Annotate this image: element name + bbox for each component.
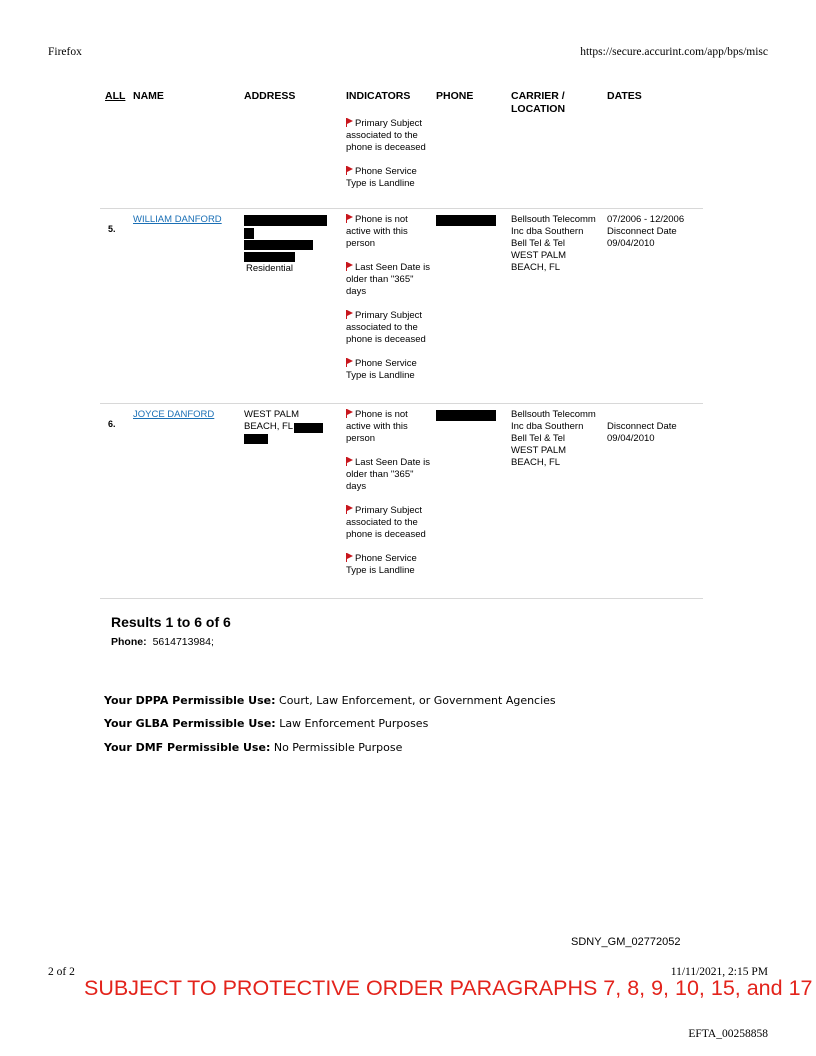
dates-cell: [607, 214, 684, 250]
carrier-line: Bell Tel & Tel: [511, 238, 566, 249]
carrier-location: [511, 214, 596, 274]
indicator-text: Phone Service Type is Landline: [346, 553, 417, 576]
indicator-item: [346, 118, 434, 154]
red-flag-icon: [346, 409, 354, 418]
indicator-item: [346, 214, 434, 250]
address-cell: [244, 409, 299, 433]
carrier-header-line2: LOCATION: [511, 103, 566, 115]
indicator-item: [346, 457, 434, 493]
indicator-text: Phone is not active with this person: [346, 409, 408, 444]
indicators-list: [346, 409, 434, 589]
red-flag-icon: [346, 457, 354, 466]
carrier-line: WEST PALM: [511, 445, 567, 456]
indicator-item: [346, 358, 434, 382]
address-type: Residential: [246, 263, 293, 274]
date-line: 09/04/2010: [607, 238, 655, 249]
column-header-name: NAME: [133, 90, 164, 102]
carrier-line: Bell Tel & Tel: [511, 433, 566, 444]
date-line: 07/2006 - 12/2006: [607, 214, 685, 225]
efta-number: EFTA_00258858: [688, 1028, 768, 1040]
redaction-box: [436, 410, 496, 421]
column-header-carrier: [511, 90, 565, 116]
redaction-box: [244, 252, 295, 262]
subject-name-link[interactable]: JOYCE DANFORD: [133, 409, 215, 420]
dppa-permissible-use: [104, 694, 556, 707]
row-number: 6.: [108, 419, 116, 429]
red-flag-icon: [346, 505, 354, 514]
indicator-item: [346, 310, 434, 346]
redaction-box: [244, 228, 254, 239]
indicator-text: Last Seen Date is older than "365" days: [346, 262, 430, 297]
perm-label: Your GLBA Permissible Use:: [104, 717, 276, 730]
date-line: 09/04/2010: [607, 433, 655, 444]
row-divider: [100, 208, 703, 209]
carrier-line: BEACH, FL: [511, 262, 561, 273]
protective-order-stamp: SUBJECT TO PROTECTIVE ORDER PARAGRAPHS 7, 8, 9, 10, 15, and 17: [84, 976, 813, 1000]
carrier-location: [511, 409, 596, 469]
carrier-line: Bellsouth Telecomm: [511, 214, 596, 225]
carrier-line: Bellsouth Telecomm: [511, 409, 596, 420]
subject-name-link[interactable]: WILLIAM DANFORD: [133, 214, 222, 225]
glba-permissible-use: [104, 717, 428, 730]
phone-label: Phone:: [111, 636, 147, 648]
dmf-permissible-use: [104, 741, 402, 754]
redaction-box: [244, 240, 313, 250]
select-all-link[interactable]: ALL: [105, 90, 126, 102]
column-header-indicators: INDICATORS: [346, 90, 411, 102]
indicator-item: [346, 553, 434, 577]
carrier-line: BEACH, FL: [511, 457, 561, 468]
redaction-box: [244, 215, 327, 226]
indicator-text: Phone Service Type is Landline: [346, 166, 417, 189]
column-header-dates: DATES: [607, 90, 642, 102]
results-summary: Results 1 to 6 of 6: [111, 614, 231, 630]
column-header-phone: PHONE: [436, 90, 474, 102]
red-flag-icon: [346, 118, 354, 127]
page-url: https://secure.accurint.com/app/bps/misc: [580, 46, 768, 58]
carrier-line: Inc dba Southern: [511, 421, 584, 432]
perm-value: No Permissible Purpose: [273, 741, 403, 754]
red-flag-icon: [346, 166, 354, 175]
perm-label: Your DPPA Permissible Use:: [104, 694, 276, 707]
browser-name: Firefox: [48, 46, 82, 58]
address-line: WEST PALM: [244, 409, 300, 420]
indicator-item: [346, 166, 434, 190]
carrier-line: WEST PALM: [511, 250, 567, 261]
column-header-address: ADDRESS: [244, 90, 296, 102]
indicator-text: Last Seen Date is older than "365" days: [346, 457, 430, 492]
carryover-indicators: [346, 118, 434, 202]
dates-cell: [607, 421, 677, 445]
perm-value: Court, Law Enforcement, or Government Agencies: [279, 694, 556, 707]
red-flag-icon: [346, 358, 354, 367]
indicator-item: [346, 409, 434, 445]
indicator-text: Phone Service Type is Landline: [346, 358, 417, 381]
row-number: 5.: [108, 224, 116, 234]
indicator-item: [346, 505, 434, 541]
indicator-text: Primary Subject associated to the phone is deceased: [346, 310, 426, 345]
date-line: Disconnect Date: [607, 421, 677, 432]
bates-number: SDNY_GM_02772052: [571, 936, 681, 948]
red-flag-icon: [346, 310, 354, 319]
indicator-text: Phone is not active with this person: [346, 214, 408, 249]
redaction-box: [436, 215, 496, 226]
row-divider: [100, 403, 703, 404]
carrier-line: Inc dba Southern: [511, 226, 584, 237]
row-divider: [100, 598, 703, 599]
searched-phone: [111, 636, 214, 648]
phone-value: 5614713984;: [152, 636, 214, 648]
print-timestamp: 11/11/2021, 2:15 PM: [670, 966, 768, 978]
indicator-item: [346, 262, 434, 298]
redaction-box: [294, 423, 323, 433]
indicator-text: Primary Subject associated to the phone is deceased: [346, 118, 426, 153]
redaction-box: [244, 434, 268, 444]
carrier-header-line1: CARRIER /: [511, 90, 565, 102]
indicators-list: [346, 214, 434, 394]
perm-label: Your DMF Permissible Use:: [104, 741, 271, 754]
red-flag-icon: [346, 553, 354, 562]
indicator-text: Primary Subject associated to the phone is deceased: [346, 505, 426, 540]
page-count: 2 of 2: [48, 966, 75, 978]
address-line: BEACH, FL: [244, 421, 294, 432]
date-line: Disconnect Date: [607, 226, 677, 237]
red-flag-icon: [346, 262, 354, 271]
perm-value: Law Enforcement Purposes: [279, 717, 429, 730]
red-flag-icon: [346, 214, 354, 223]
